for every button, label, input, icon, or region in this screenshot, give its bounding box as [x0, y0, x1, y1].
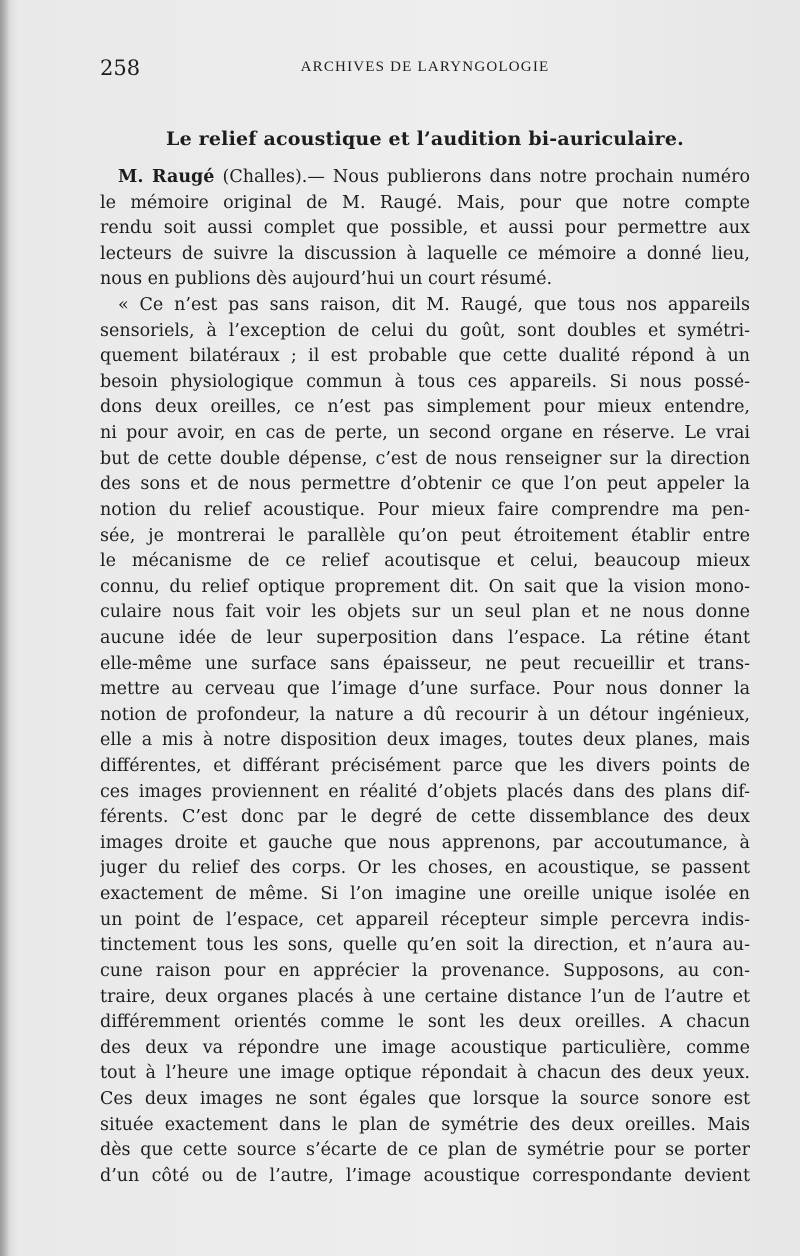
text-line: d’un côté ou de l’autre, l’image acoustique correspondante devient [100, 1165, 750, 1186]
text-line: traire, deux organes placés à une certaine distance l’un de l’autre et [100, 986, 750, 1007]
text-line: cune raison pour en apprécier la provenance. Supposons, au con- [100, 960, 750, 981]
text-line: tout à l’heure une image optique répondait à chacun des deux yeux. [100, 1063, 750, 1084]
article-body [100, 165, 750, 1189]
text-line: sée, je montrerai le parallèle qu’on peut étroitement établir entre [100, 525, 750, 546]
text-line: lecteurs de suivre la discussion à laquelle ce mémoire a donné lieu, [100, 243, 750, 264]
text-line: notion de profondeur, la nature a dû recourir à un détour ingénieux, [100, 704, 750, 725]
text-line: elle-même une surface sans épaisseur, ne peut recueillir et trans- [100, 653, 750, 674]
text-line: férents. C’est donc par le degré de cette dissemblance des deux [100, 807, 750, 828]
text-line: située exactement dans le plan de symétrie des deux oreilles. Mais [100, 1114, 750, 1135]
text-line: nous en publions dès aujourd’hui un court résumé. [100, 269, 553, 290]
text-line: un point de l’espace, cet appareil récepteur simple percevra indis- [100, 909, 750, 930]
page-number: 258 [100, 56, 141, 80]
text-line [100, 165, 750, 191]
text-line: dons deux oreilles, ce n’est pas simplement pour mieux entendre, [100, 397, 750, 418]
text-line: juger du relief des corps. Or les choses, en acoustique, se passent [100, 858, 750, 879]
text-line: tinctement tous les sons, quelle qu’en soit la direction, et n’aura au- [100, 935, 750, 956]
text-line: images droite et gauche que nous apprenons, par accoutumance, à [100, 832, 750, 853]
article-title: Le relief acoustique et l’audition bi-auriculaire. [166, 128, 684, 150]
text-line: culaire nous fait voir les objets sur un seul plan et ne nous donne [100, 602, 750, 623]
text-line: le mécanisme de ce relief acoutisque et celui, beaucoup mieux [100, 551, 750, 572]
text-line: des deux va répondre une image acoustique particulière, comme [100, 1037, 750, 1058]
text-line: des sons et de nous permettre d’obtenir ce que l’on peut appeler la [100, 474, 750, 495]
text-line-content: (Challes).— Nous publierons dans notre prochain numéro [214, 167, 750, 187]
text-line: connu, du relief optique proprement dit. On sait que la vision mono- [100, 576, 750, 597]
page-edge-shadow [0, 0, 10, 1256]
text-line: elle a mis à notre disposition deux images, toutes deux planes, mais [100, 730, 750, 751]
text-line: but de cette double dépense, c’est de nous renseigner sur la direction [100, 448, 750, 469]
text-line: notion du relief acoustique. Pour mieux faire comprendre ma pen- [100, 499, 750, 520]
text-line: « Ce n’est pas sans raison, dit M. Raugé, que tous nos appareils [118, 295, 750, 316]
text-line: quement bilatéraux ; il est probable que cette dualité répond à un [100, 346, 750, 367]
text-line: Ces deux images ne sont égales que lorsque la source sonore est [100, 1088, 750, 1109]
text-line: différentes, et différant précisément parce que les divers points de [100, 756, 750, 777]
text-line: dès que cette source s’écarte de ce plan de symétrie pour se porter [100, 1140, 750, 1161]
text-line: ni pour avoir, en cas de perte, un second organe en réserve. Le vrai [100, 423, 750, 444]
author-name: M. Raugé [118, 167, 215, 187]
text-line: mettre au cerveau que l’image d’une surface. Pour nous donner la [100, 679, 750, 700]
text-line: différemment orientés comme le sont les deux oreilles. A chacun [100, 1012, 750, 1033]
text-line: sensoriels, à l’exception de celui du goût, sont doubles et symétri- [100, 320, 750, 341]
text-line: ces images proviennent en réalité d’objets placés dans des plans dif- [100, 781, 750, 802]
text-line: rendu soit aussi complet que possible, et aussi pour permettre aux [100, 218, 750, 239]
page-header [100, 56, 750, 84]
text-line: aucune idée de leur superposition dans l’espace. La rétine étant [100, 627, 750, 648]
text-line: exactement de même. Si l’on imagine une oreille unique isolée en [100, 884, 750, 905]
running-head: ARCHIVES DE LARYNGOLOGIE [300, 59, 550, 75]
text-line: besoin physiologique commun à tous ces appareils. Si nous possé- [100, 371, 750, 392]
text-line: le mémoire original de M. Raugé. Mais, pour que notre compte [100, 192, 750, 213]
